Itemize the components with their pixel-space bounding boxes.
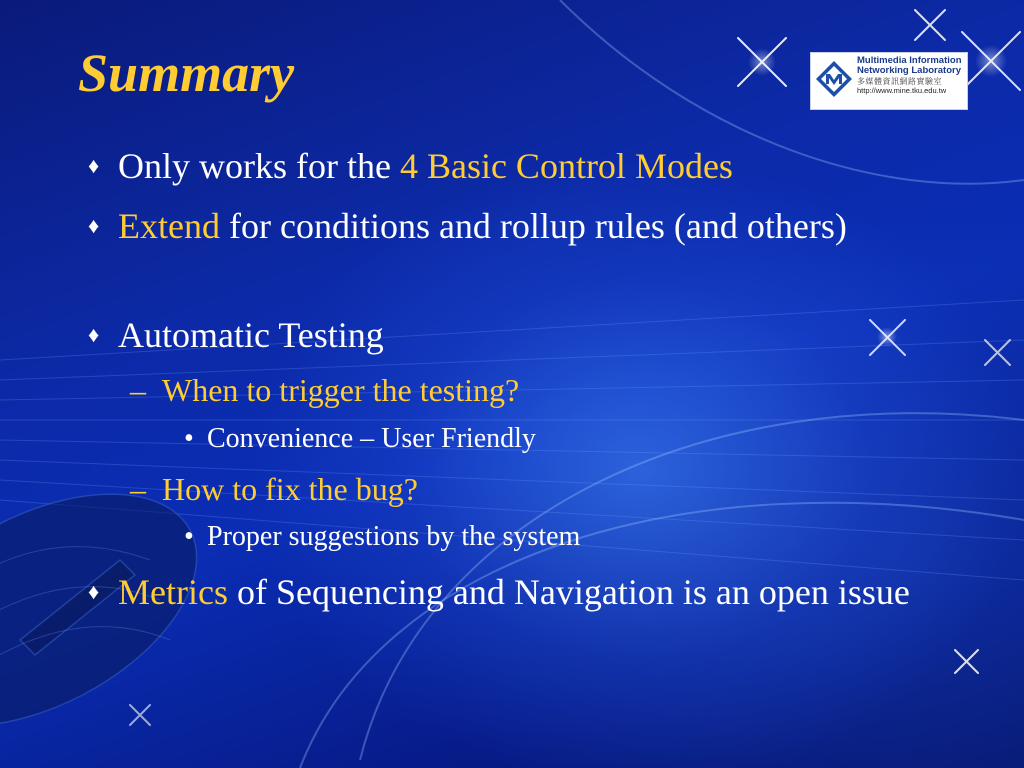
sub-bullet-item [130, 369, 910, 411]
sub-bullet-text: How to fix the bug? [162, 471, 418, 507]
sub-bullet-item [130, 468, 910, 510]
lab-logo-icon [815, 60, 853, 98]
bullet-plain-text: Only works for the [118, 146, 400, 186]
bullet-text [118, 142, 918, 190]
sub-sub-bullet-text: Convenience – User Friendly [207, 423, 536, 454]
bullet-item [88, 142, 918, 190]
bullet-highlight-text: Extend [118, 206, 220, 246]
lab-logo-url: http://www.mine.tku.edu.tw [857, 86, 947, 96]
lab-logo-cjk-name: 多媒體資訊網路實驗室 [857, 76, 942, 86]
sub-sub-bullet-text: Proper suggestions by the system [207, 521, 581, 552]
bullet-plain-text: of Sequencing and Navigation is an open issue [227, 572, 910, 612]
diamond-bullet-icon: ♦ [88, 153, 100, 178]
sub-bullet-text: When to trigger the testing? [162, 372, 520, 408]
sub-sub-bullet-item [184, 519, 884, 555]
bullet-highlight-text: 4 Basic Control Modes [399, 146, 733, 186]
diamond-bullet-icon: ♦ [88, 322, 100, 347]
slide-title: Summary [78, 43, 295, 103]
lab-logo [810, 52, 968, 110]
bullet-text [118, 202, 918, 250]
bullet-item [88, 311, 918, 359]
diamond-bullet-icon: ♦ [88, 579, 100, 604]
dash-bullet-icon: – [130, 372, 146, 408]
dot-bullet-icon: • [184, 423, 194, 454]
bullet-item [88, 202, 918, 250]
bullet-text [118, 568, 918, 616]
lab-logo-line2: Networking Laboratory [857, 64, 961, 76]
bullet-text: Automatic Testing [118, 315, 384, 355]
bullet-highlight-text: Metrics [118, 572, 228, 612]
diamond-bullet-icon: ♦ [88, 213, 100, 238]
dash-bullet-icon: – [130, 471, 146, 507]
bullet-item [88, 568, 918, 616]
dot-bullet-icon: • [184, 521, 194, 552]
sub-sub-bullet-item [184, 421, 884, 457]
lab-logo-text [857, 56, 962, 95]
bullet-plain-text: for conditions and rollup rules (and others) [219, 206, 847, 246]
lab-logo-line1: Multimedia Information [857, 55, 962, 66]
